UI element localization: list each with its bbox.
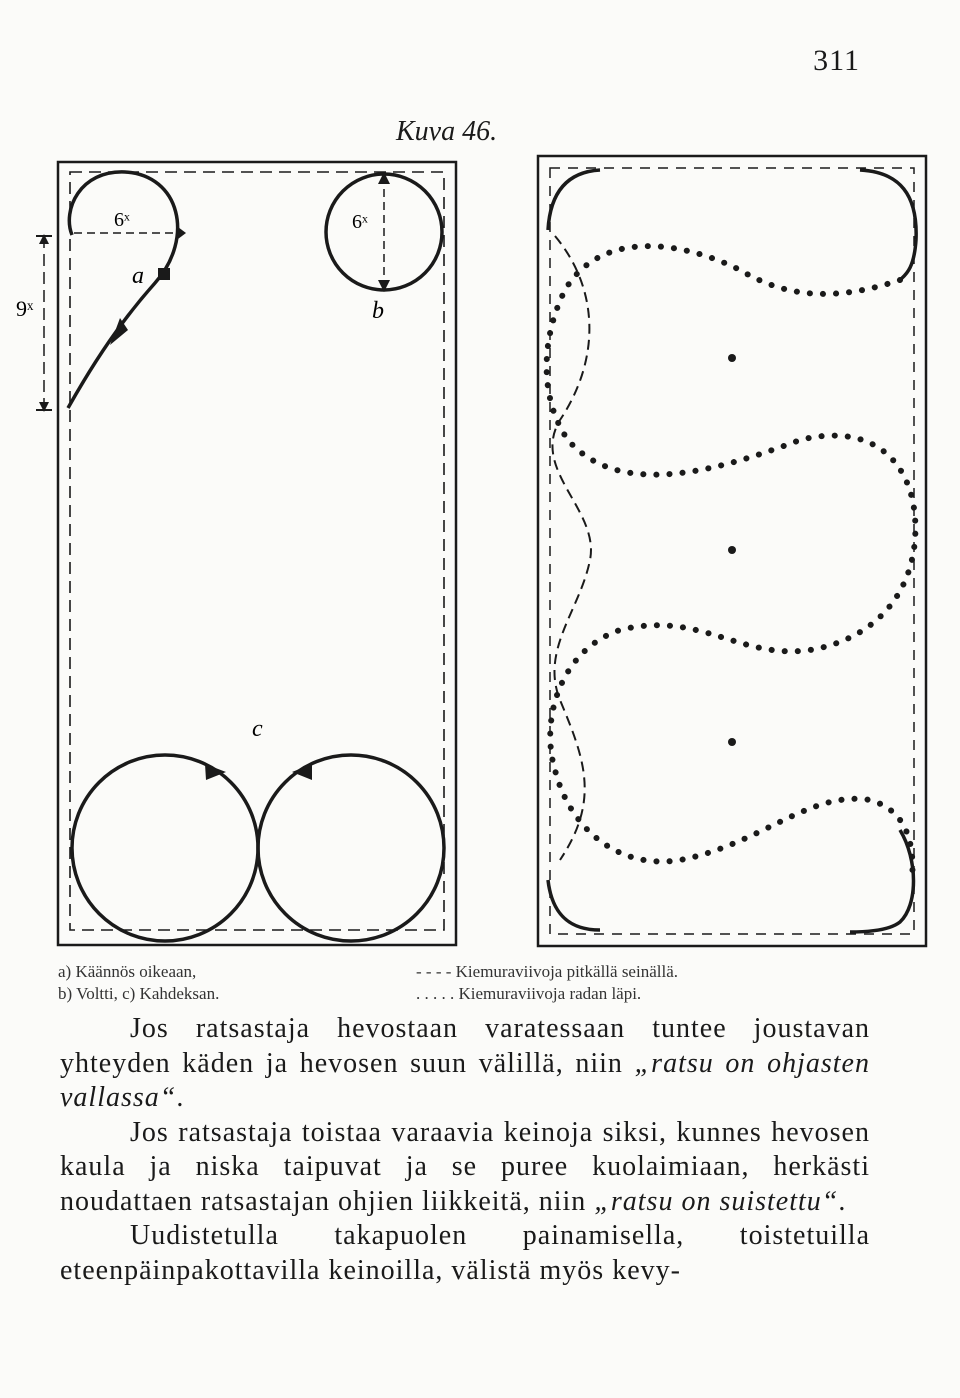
volte-figure <box>326 172 442 324</box>
caption-turn: a) Käännös oikeaan, <box>58 962 197 981</box>
dim-label-9: 9ˣ <box>16 296 34 321</box>
arrow-icon <box>205 764 226 780</box>
center-marker-icon <box>728 546 736 554</box>
paragraph-2-text: Jos ratsastaja toistaa varaavia keinoja siksi, kunnes hevosen kaula ja niska taipuvat ja se puree kuolaimiaan, herkästi noudattaen ratsastajan ohjien liikkeitä, niin <box>60 1116 870 1217</box>
paragraph-1 <box>60 1012 870 1116</box>
label-b: b <box>372 298 384 324</box>
caption-dot-legend: . . . . . Kiemuraviivoja radan läpi. <box>416 984 642 1003</box>
paragraph-2 <box>60 1116 870 1220</box>
caption-volte-eight: b) Voltti, c) Kahdeksan. <box>58 984 220 1003</box>
center-marker-icon <box>728 738 736 746</box>
body-text <box>60 1012 870 1288</box>
right-arena <box>538 156 926 946</box>
paragraph-2-end: . <box>838 1185 847 1217</box>
serpentine-through-arena <box>547 246 916 880</box>
paragraph-1-end: . <box>176 1082 185 1113</box>
page-number: 311 <box>813 44 860 77</box>
paragraph-1-emphasis: „ratsu on ohjasten vallassa“ <box>60 1047 870 1113</box>
dim-label-6-left: 6ˣ <box>114 209 130 231</box>
left-arena <box>16 162 456 945</box>
marker-square-icon <box>158 268 170 280</box>
turn-right-figure <box>68 172 186 408</box>
serpentine-long-wall <box>552 236 591 860</box>
arrow-icon <box>292 764 312 780</box>
caption-dash-legend: - - - - Kiemuraviivoja pitkällä seinällä. <box>416 962 678 981</box>
dimension-9 <box>16 234 52 412</box>
paragraph-3: Uudistetulla takapuolen painamisella, toistetuilla eteenpäinpakottavilla keinoilla, välistä myös kevy- <box>60 1220 870 1286</box>
paragraph-1-text: Jos ratsastaja hevostaan varatessaan tuntee joustavan yhteyden käden ja hevosen suun välillä, niin <box>60 1013 870 1079</box>
dim-label-6-right: 6ˣ <box>352 211 368 233</box>
label-a: a <box>132 263 144 289</box>
label-c: c <box>252 716 263 742</box>
figure-eight <box>72 716 444 941</box>
center-marker-icon <box>728 354 736 362</box>
paragraph-2-emphasis: „ratsu on suistettu“ <box>594 1185 839 1217</box>
figure-title: Kuva 46. <box>396 116 498 147</box>
